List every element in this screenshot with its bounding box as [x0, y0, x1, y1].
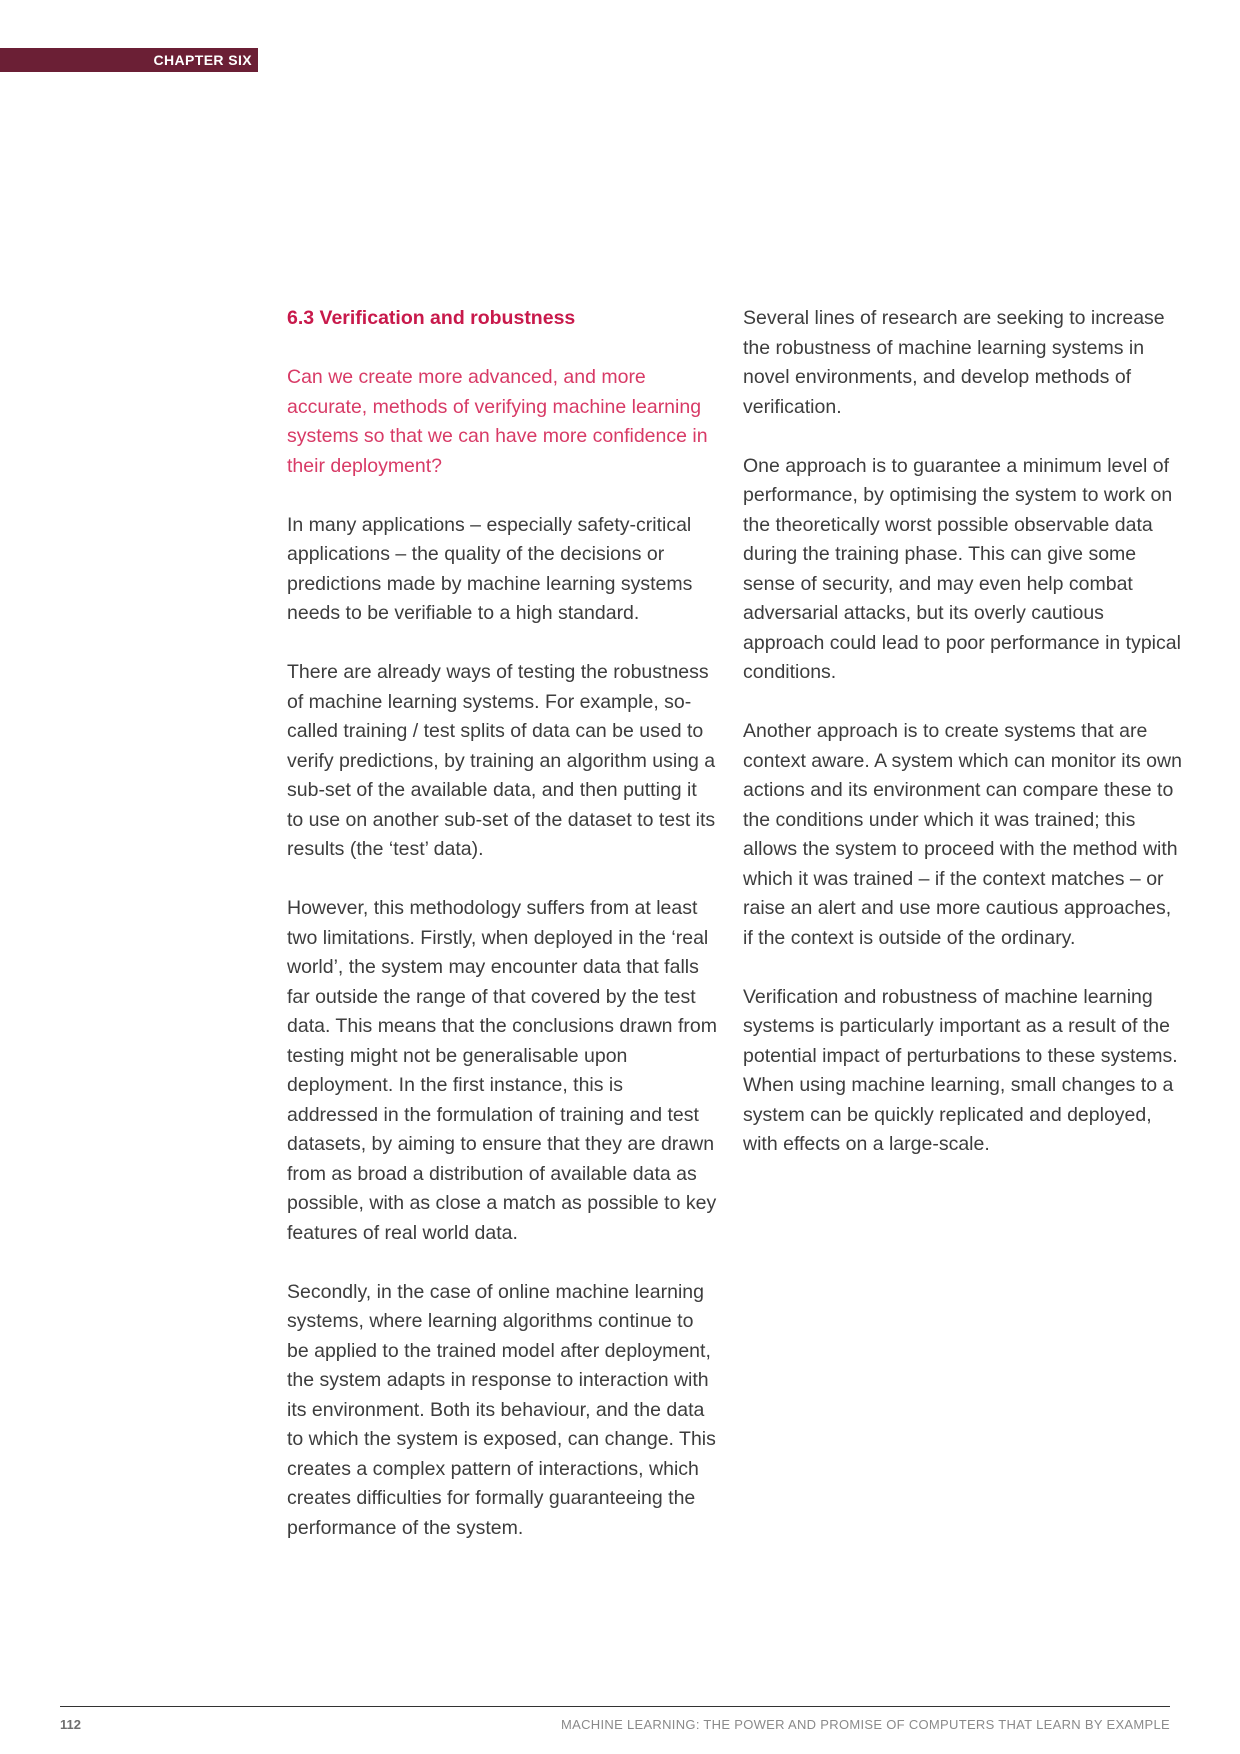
- body-paragraph: Another approach is to create systems that are context aware. A system which can monitor its own actions and its environment can compare these to the conditions under which it was trained; this allows the system to proceed with the method with which it was trained – if the context matches – or raise an alert and use more cautious approaches, if the context is outside of the ordinary.: [743, 720, 1182, 949]
- left-column: [287, 304, 717, 1573]
- body-paragraph: Verification and robustness of machine learning systems is particularly important as a result of the potential impact of perturbations to these systems. When using machine learning, small changes to a system can be quickly replicated and deployed, with effects on a large-scale.: [743, 985, 1178, 1155]
- section-heading: 6.3 Verification and robustness: [287, 307, 576, 329]
- body-paragraph: Secondly, in the case of online machine learning systems, where learning algorithms continue to be applied to the trained model after deployment, the system adapts in response to interaction with its environment. Both its behaviour, and the data to which the system is exposed, can change. This creates a complex pattern of interactions, which creates difficulties for formally guaranteeing the performance of the system.: [287, 1280, 716, 1539]
- body-paragraph: There are already ways of testing the robustness of machine learning systems. For example, so-called training / test splits of data can be used to verify predictions, by training an algorithm using a sub-set of the available data, and then putting it to use on another sub-set of the dataset to test its results (the ‘test’ data).: [287, 661, 716, 860]
- section-question: Can we create more advanced, and more accurate, methods of verifying machine learning systems so that we can have more confidence in their deployment?: [287, 366, 708, 477]
- footer-divider: [60, 1706, 1170, 1707]
- chapter-tab: CHAPTER SIX: [0, 48, 258, 72]
- body-paragraph: However, this methodology suffers from at least two limitations. Firstly, when deployed in the ‘real world’, the system may encounter data that falls far outside the range of that covered by the test data. This means that the conclusions drawn from testing might not be generalisable upon deployment. In the first instance, this is addressed in the formulation of training and test datasets, by aiming to ensure that they are drawn from as broad a distribution of available data as possible, with as close a match as possible to key features of real world data.: [287, 897, 717, 1244]
- body-paragraph: In many applications – especially safety-critical applications – the quality of the decisions or predictions made by machine learning systems needs to be verifiable to a high standard.: [287, 513, 693, 624]
- right-column: [743, 304, 1183, 1189]
- page-number: 112: [60, 1717, 81, 1732]
- body-paragraph: Several lines of research are seeking to increase the robustness of machine learning systems in novel environments, and develop methods of verification.: [743, 307, 1165, 418]
- publication-title: MACHINE LEARNING: THE POWER AND PROMISE OF COMPUTERS THAT LEARN BY EXAMPLE: [561, 1717, 1170, 1732]
- body-paragraph: One approach is to guarantee a minimum level of performance, by optimising the system to work on the theoretically worst possible observable data during the training phase. This can give some sense of security, and may even help combat adversarial attacks, but its overly cautious approach could lead to poor performance in typical conditions.: [743, 454, 1181, 683]
